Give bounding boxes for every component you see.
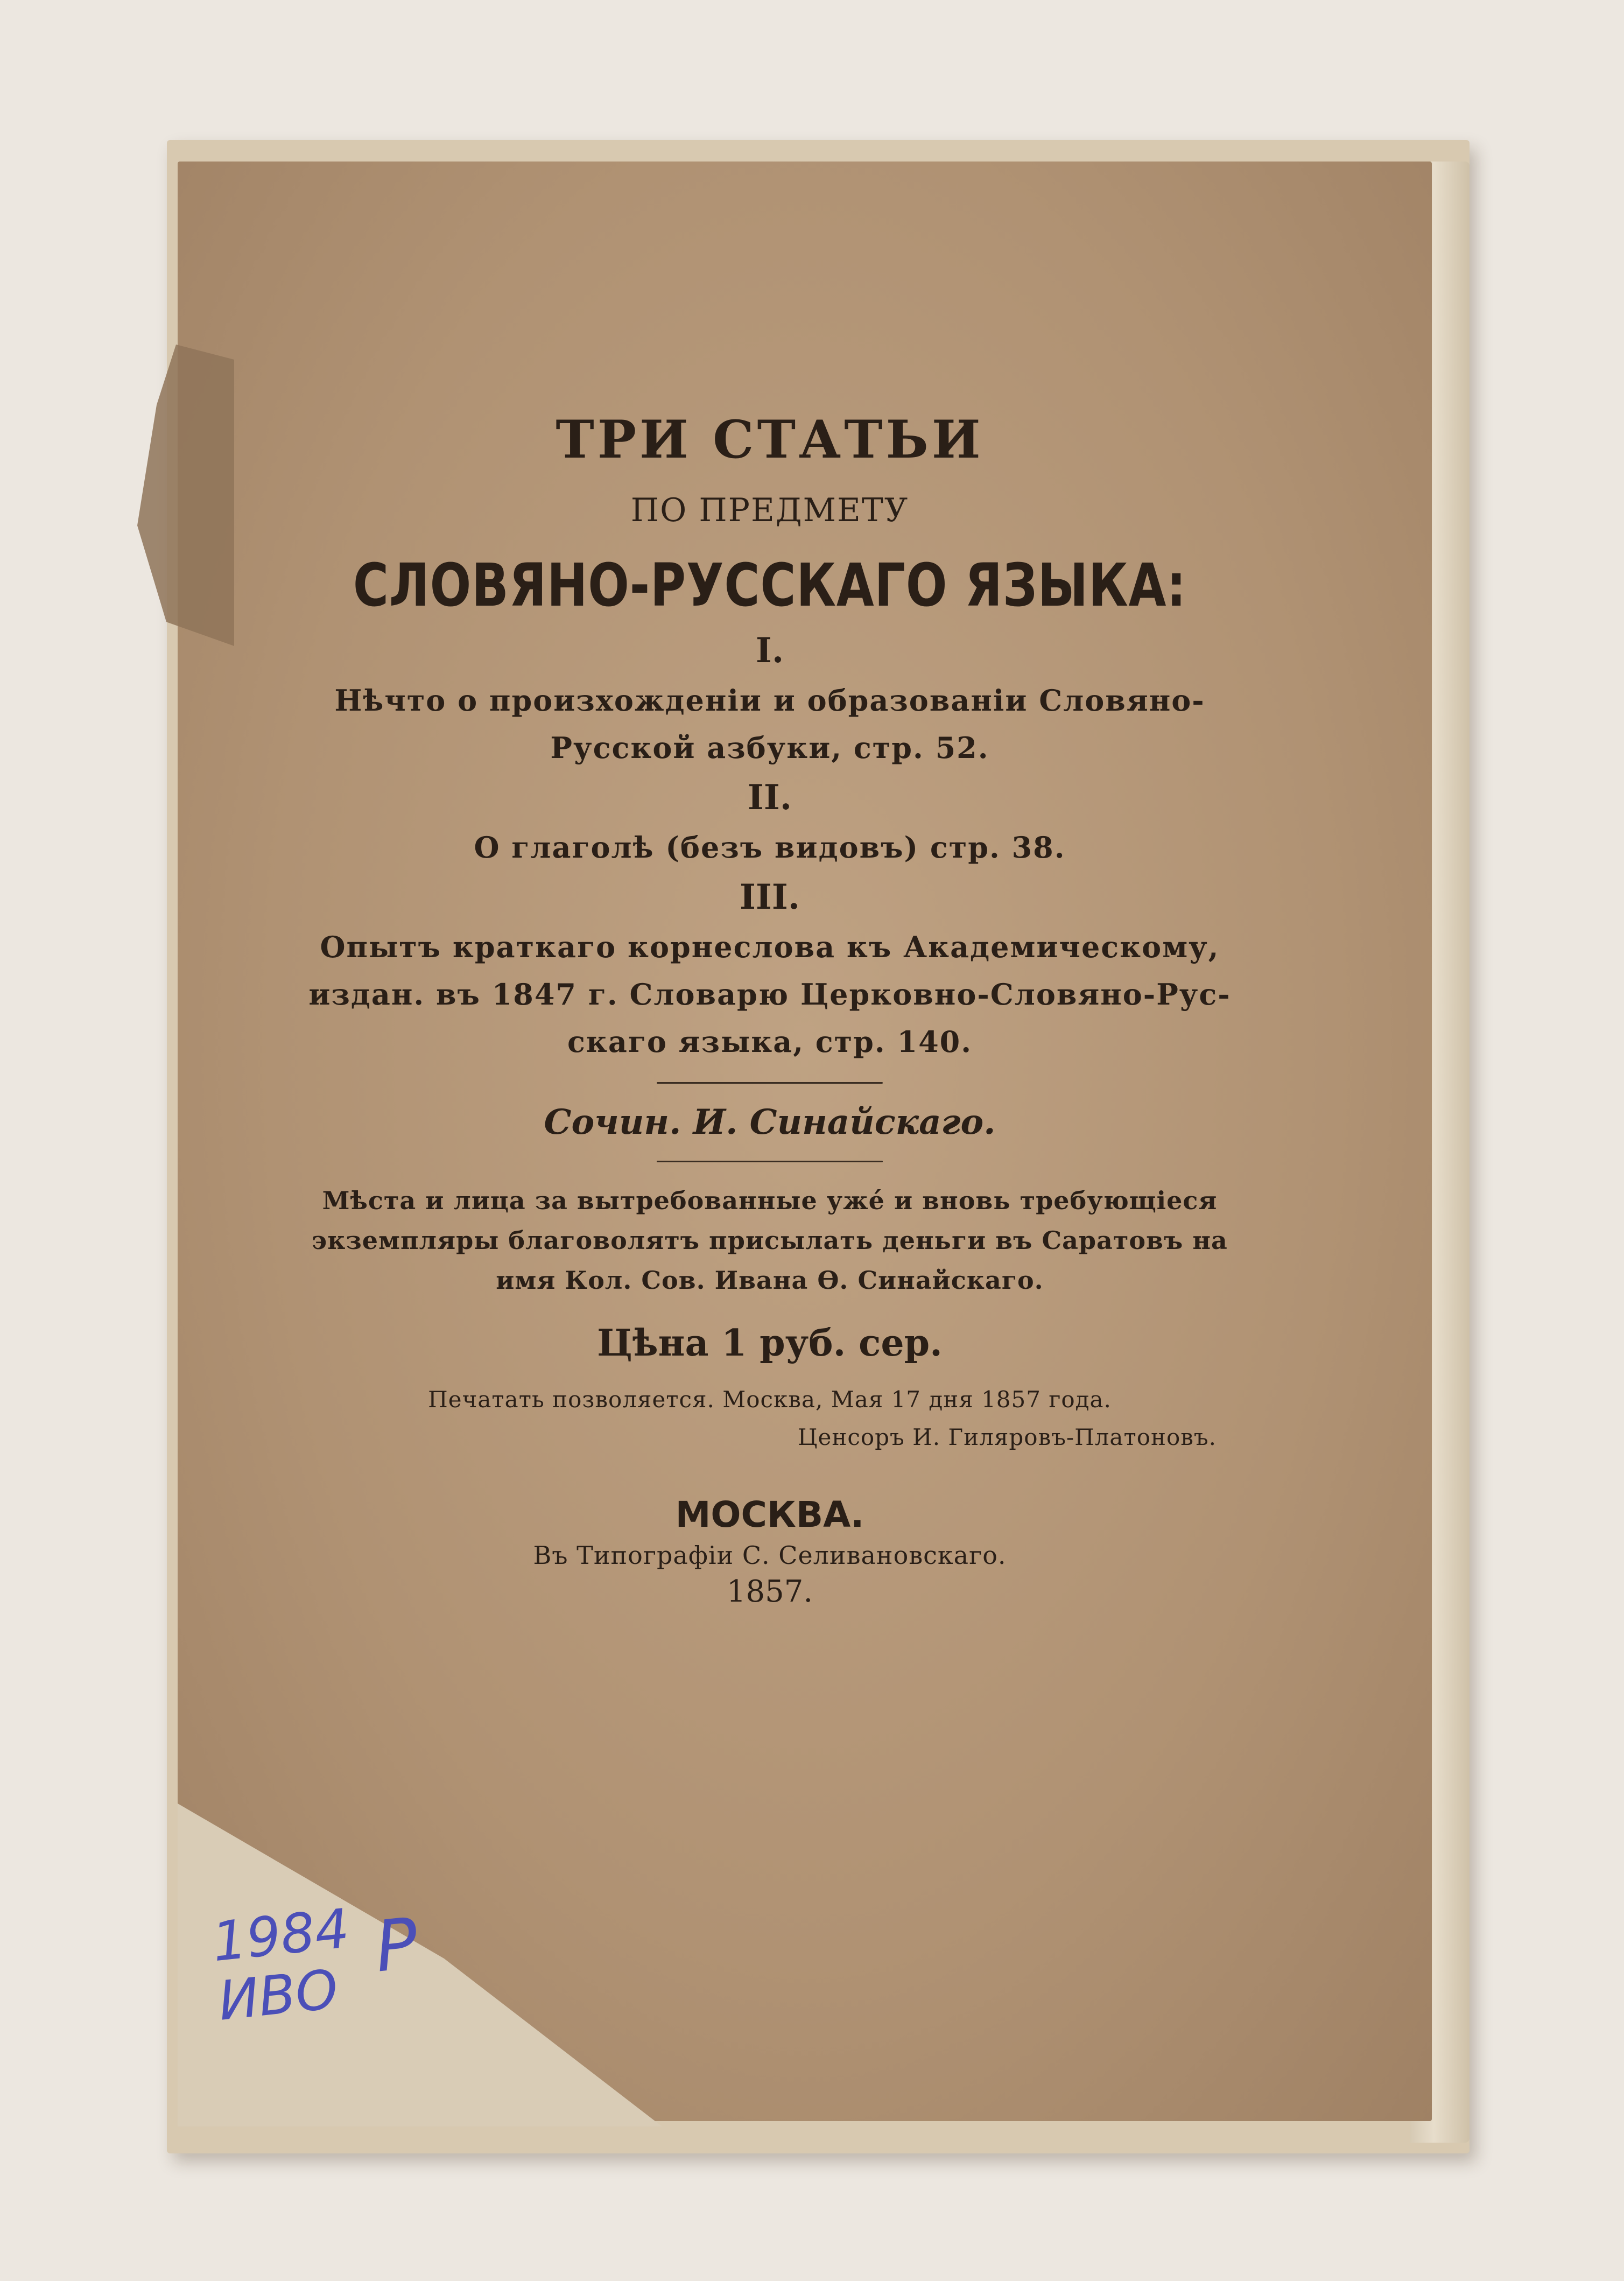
handwriting-line-1: 1984 (209, 1897, 353, 1974)
note-line-3: имя Кол. Сов. Ивана Ѳ. Синайскаго. (496, 1266, 1044, 1295)
divider-rule-2 (657, 1161, 883, 1162)
title-line-1: ТРИ СТАТЬИ (556, 409, 984, 470)
article-1-line-2: Русской азбуки, стр. 52. (550, 731, 989, 765)
censor-permission: Печатать позволяется. Москва, Мая 17 дня 1857 года. (428, 1386, 1112, 1413)
article-3-number: III. (739, 877, 800, 917)
handwriting-mark: Р (371, 1902, 422, 1988)
article-3-line-2: издан. въ 1847 г. Словарю Церковно-Словяно-Рус- (308, 977, 1231, 1012)
handwritten-inventory-note (209, 1897, 422, 2033)
torn-spine (137, 345, 234, 646)
article-2-number: II. (747, 777, 792, 818)
title-line-3: СЛОВЯНО-РУССКАГО ЯЗЫКА: (353, 551, 1187, 620)
censor-name: Ценсоръ И. Гиляровъ-Платоновъ. (797, 1424, 1217, 1450)
author-line: Сочин. И. Синайскаго. (544, 1102, 996, 1142)
imprint-year: 1857. (726, 1574, 813, 1609)
article-2-line-1: О глаголѣ (безъ видовъ) стр. 38. (474, 830, 1066, 865)
subscription-note (258, 1181, 1281, 1300)
article-1-line-1: Нѣчто о произхожденіи и образованіи Словяно- (334, 683, 1205, 718)
note-line-2: экземпляры благоволятъ присылать деньги въ Саратовъ на (312, 1226, 1228, 1255)
article-1-number: I. (755, 630, 784, 671)
imprint-press: Въ Типографіи С. Селивановскаго. (533, 1541, 1007, 1570)
price: Цѣна 1 руб. сер. (597, 1322, 943, 1365)
article-3-line-1: Опытъ краткаго корнеслова къ Академическому, (320, 930, 1220, 964)
note-line-1: Мѣста и лица за вытребованные ужé и вновь требующіеся (322, 1186, 1218, 1215)
divider-rule (657, 1082, 883, 1084)
title-line-2: ПО ПРЕДМЕТУ (630, 492, 909, 529)
imprint-city: МОСКВА. (675, 1494, 864, 1535)
title-page (258, 377, 1281, 1613)
article-3-line-3: скаго языка, стр. 140. (567, 1024, 973, 1059)
handwriting-line-2: ИВО (215, 1957, 341, 2033)
